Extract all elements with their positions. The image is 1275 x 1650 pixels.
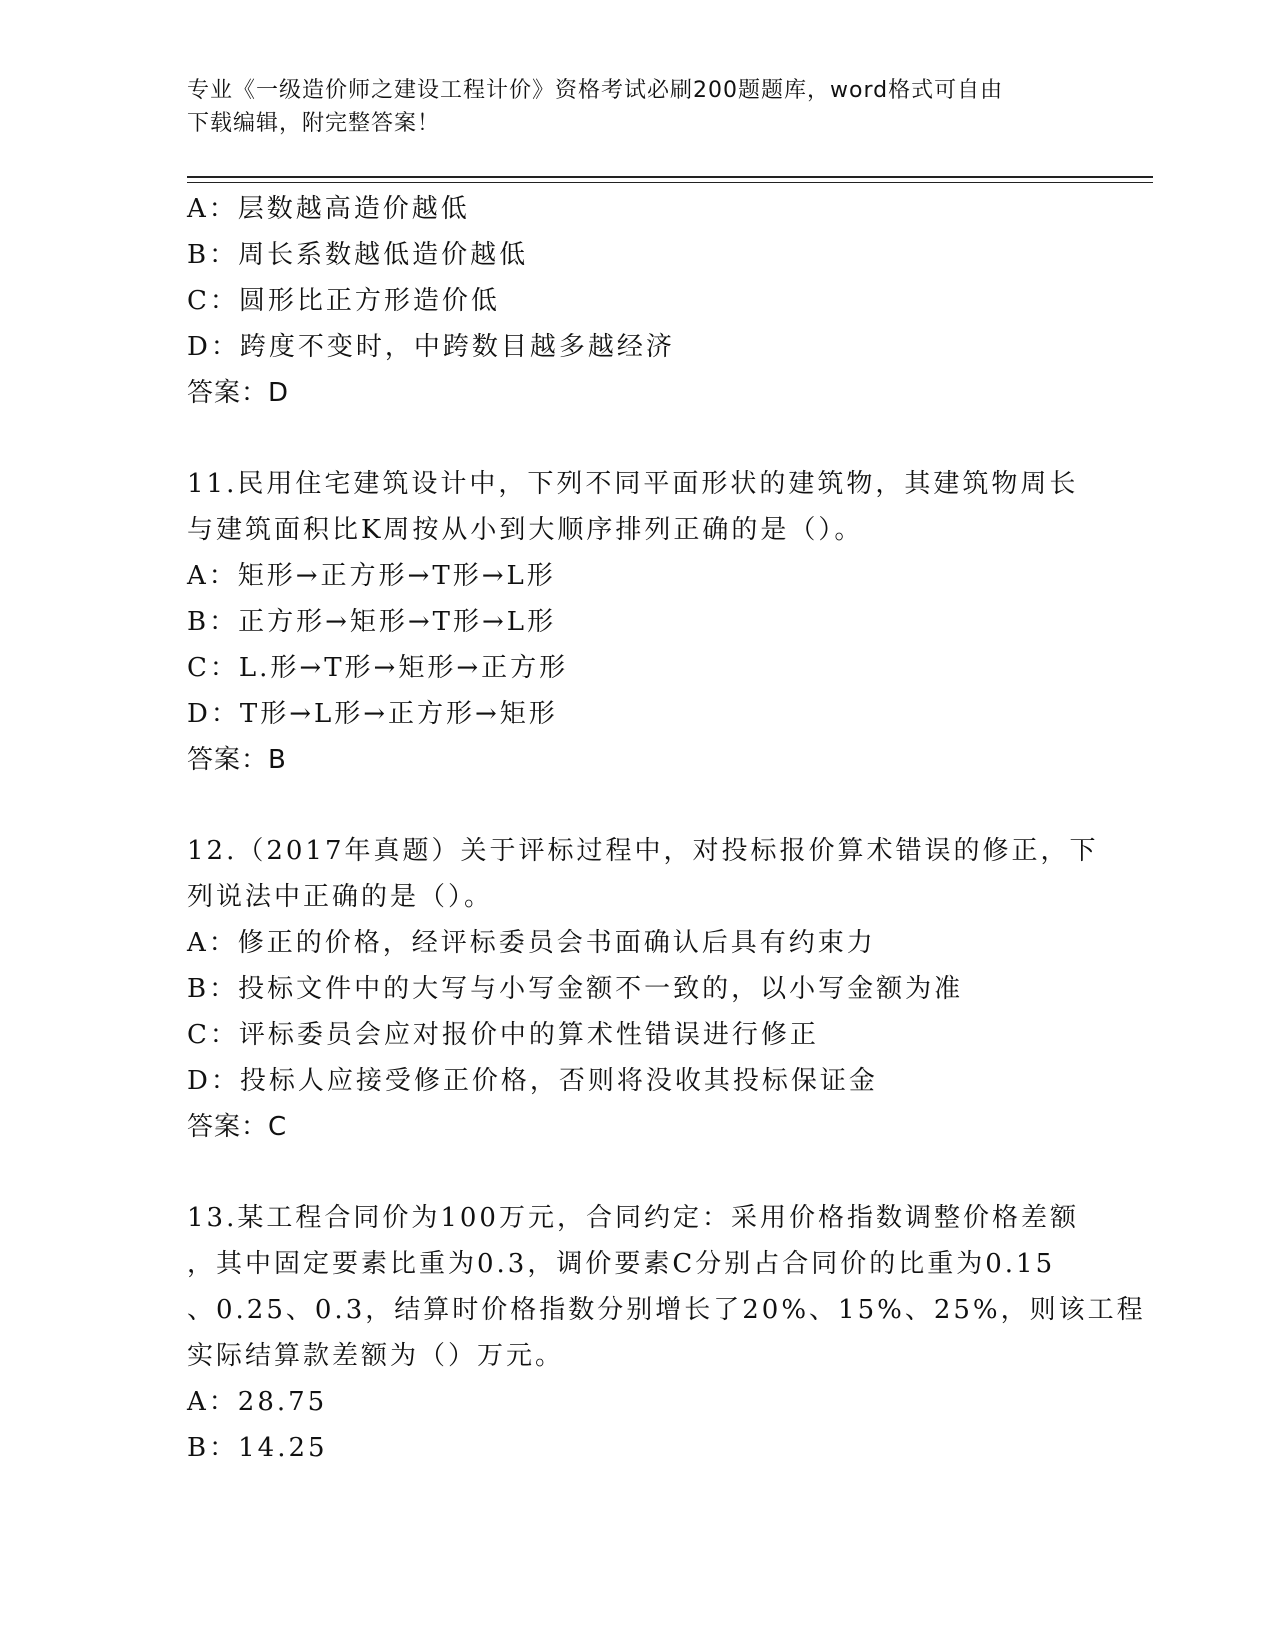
question-stem-line: 13.某工程合同价为100万元，合同约定：采用价格指数调整价格差额 [187, 1203, 1079, 1233]
option-b: B：周长系数越低造价越低 [187, 240, 529, 270]
option-a: A：层数越高造价越低 [187, 194, 470, 224]
option-c: C：圆形比正方形造价低 [187, 286, 500, 316]
answer: 答案：C [187, 1112, 288, 1142]
header-line-1: 专业《一级造价师之建设工程计价》资格考试必刷200题题库，word格式可自由 [187, 78, 1004, 103]
option-d: D：跨度不变时，中跨数目越多越经济 [187, 332, 675, 362]
option-a: A：28.75 [187, 1387, 328, 1417]
option-a: A：修正的价格，经评标委员会书面确认后具有约束力 [187, 928, 876, 958]
option-b: B：14.25 [187, 1433, 328, 1463]
question-stem-line: 列说法中正确的是（）。 [187, 882, 494, 912]
question-stem-line: 、0.25、0.3，结算时价格指数分别增长了20%、15%、25%，则该工程 [187, 1295, 1146, 1325]
option-d: D：投标人应接受修正价格，否则将没收其投标保证金 [187, 1066, 878, 1096]
question-12 [187, 828, 1099, 1150]
option-b: B：正方形→矩形→T形→L形 [187, 607, 557, 637]
header-rule-thin [187, 182, 1153, 183]
spacer [187, 783, 1087, 828]
question-11 [187, 461, 1087, 783]
option-a: A：矩形→正方形→T形→L形 [187, 561, 556, 591]
question-10 [187, 186, 1087, 416]
option-d: D：T形→L形→正方形→矩形 [187, 699, 558, 729]
option-b: B：投标文件中的大写与小写金额不一致的，以小写金额为准 [187, 974, 964, 1004]
spacer [187, 416, 1087, 461]
option-c: C：L.形→T形→矩形→正方形 [187, 653, 569, 683]
header-rule-thick [187, 176, 1153, 178]
question-stem-line: 12.（2017年真题）关于评标过程中，对投标报价算术错误的修正，下 [187, 836, 1099, 866]
option-c: C：评标委员会应对报价中的算术性错误进行修正 [187, 1020, 819, 1050]
spacer [187, 1150, 1087, 1195]
answer: 答案：D [187, 378, 290, 408]
answer: 答案：B [187, 745, 287, 775]
question-content [187, 186, 1146, 1471]
page-header [187, 74, 1087, 140]
question-stem-line: 实际结算款差额为（）万元。 [187, 1341, 565, 1371]
header-line-2: 下载编辑，附完整答案！ [187, 111, 441, 136]
question-stem-line: 与建筑面积比K周按从小到大顺序排列正确的是（）。 [187, 515, 864, 545]
question-stem-line: ，其中固定要素比重为0.3，调价要素C分别占合同价的比重为0.15 [187, 1249, 1056, 1279]
question-stem-line: 11.民用住宅建筑设计中，下列不同平面形状的建筑物，其建筑物周长 [187, 469, 1079, 499]
question-13 [187, 1195, 1146, 1471]
